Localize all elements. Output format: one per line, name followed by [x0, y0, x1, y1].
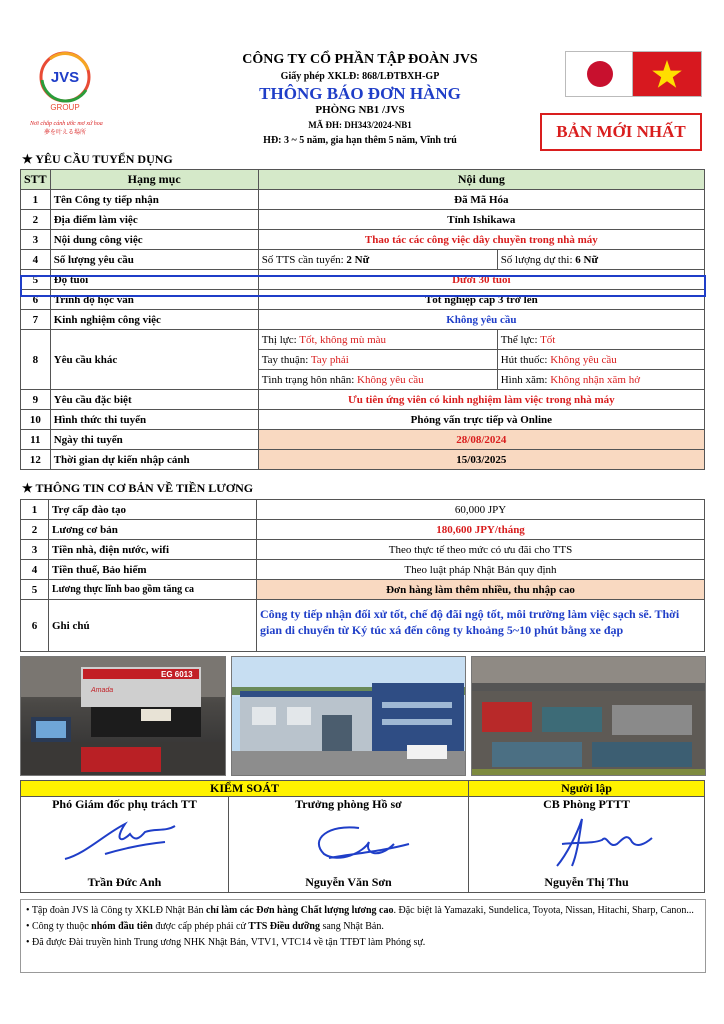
row-label: Hình thức thi tuyển	[50, 410, 258, 430]
marital-value: Không yêu cầu	[357, 373, 424, 386]
row-number: 4	[21, 250, 51, 270]
tattoo-label: Hình xăm:	[500, 373, 548, 386]
row-label: Lương thực lĩnh bao gồm tăng ca	[49, 580, 257, 600]
table-row	[21, 330, 705, 350]
machine-brand-text: Amada	[91, 687, 114, 694]
signer-name-2: Nguyễn Văn Sơn	[305, 875, 392, 889]
row-number: 7	[21, 310, 51, 330]
table-row	[21, 600, 705, 652]
license-number: Giấy phép XKLĐ: 868/LĐTBXH-GP	[280, 71, 440, 82]
row-label: Nội dung công việc	[50, 230, 258, 250]
row-number: 5	[21, 270, 51, 290]
smoking-label: Hút thuốc:	[500, 353, 548, 366]
logo-slogan-jp: 夢を叶える場所	[43, 130, 86, 136]
role-staff: CB Phòng PTTT	[469, 797, 705, 813]
table-row	[21, 520, 705, 540]
row-label: Thời gian dự kiến nhập cảnh	[50, 450, 258, 470]
table-row	[21, 430, 705, 450]
row-value: 180,600 JPY/tháng	[257, 520, 705, 540]
row-number: 5	[21, 580, 49, 600]
table-row	[21, 540, 705, 560]
row-number: 3	[21, 230, 51, 250]
row-value: Tỉnh Ishikawa	[258, 210, 704, 230]
marital-label: Tình trạng hôn nhân:	[261, 373, 355, 386]
table-row	[21, 580, 705, 600]
row-number: 8	[21, 330, 51, 390]
page-title: THÔNG BÁO ĐƠN HÀNG	[259, 84, 461, 103]
company-name: CÔNG TY CỔ PHẦN TẬP ĐOÀN JVS	[242, 52, 478, 67]
fitness-label: Thể lực:	[500, 333, 538, 346]
newest-badge: BẢN MỚI NHẤT	[540, 113, 702, 151]
exam-count-value: 6 Nữ	[575, 253, 599, 266]
handedness-label: Tay thuận:	[261, 353, 309, 366]
note-2e: sang Nhật Bản.	[319, 921, 384, 932]
signature-1-icon	[45, 814, 205, 872]
row-number: 4	[21, 560, 49, 580]
smoking	[497, 350, 704, 370]
row-number: 1	[21, 190, 51, 210]
approval-roles-row	[21, 797, 705, 813]
note-1b: chỉ làm các Đơn hàng Chất lượng lương cao	[205, 905, 394, 916]
note-1a: • Tập đoàn JVS là Công ty XKLĐ Nhật Bản	[26, 905, 206, 916]
row-number: 12	[21, 450, 51, 470]
row-label: Kinh nghiệm công việc	[50, 310, 258, 330]
trainee-count-value: 2 Nữ	[346, 253, 370, 266]
eyesight-value: Tốt, không mù màu	[299, 333, 387, 346]
row-label: Lương cơ bản	[49, 520, 257, 540]
exam-count	[497, 250, 704, 270]
row-value: 60,000 JPY	[257, 500, 705, 520]
row-label: Tên Công ty tiếp nhận	[50, 190, 258, 210]
salary-section-title: ★ THÔNG TIN CƠ BẢN VỀ TIỀN LƯƠNG	[22, 481, 254, 495]
signer-name-1: Trần Đức Anh	[87, 875, 162, 889]
row-label: Số lượng yêu cầu	[50, 250, 258, 270]
note-line-1	[26, 903, 700, 919]
role-deputy-director: Phó Giám đốc phụ trách TT	[21, 797, 229, 813]
note-2a: • Công ty thuộc	[26, 921, 92, 932]
note-1c: . Đặc biệt là Yamazaki, Sundelica, Toyota, Nissan, Hitachi, Sharp, Canon...	[393, 905, 694, 916]
handedness-value: Tay phải	[310, 353, 349, 366]
smoking-value: Không yêu cầu	[550, 353, 617, 366]
table-row	[21, 560, 705, 580]
row-label: Yêu cầu đặc biệt	[50, 390, 258, 410]
row-number: 2	[21, 210, 51, 230]
row-label: Độ tuổi	[50, 270, 258, 290]
table-row	[21, 310, 705, 330]
row-number: 6	[21, 600, 49, 652]
note-line-3: • Đã được Đài truyền hình Trung ương NHK Nhật Bản, VTV1, VTC14 về tận TTĐT làm Phóng sự.	[26, 937, 426, 948]
table-header-row	[21, 170, 705, 190]
trainee-count	[258, 250, 497, 270]
factory-building-photo	[231, 656, 466, 776]
maker-label: Người lập	[469, 781, 705, 797]
control-label: KIỂM SOÁT	[21, 781, 469, 797]
col-content: Nội dung	[258, 170, 704, 190]
row-label: Ngày thi tuyển	[50, 430, 258, 450]
trainee-count-label: Số TTS cần tuyển:	[261, 253, 344, 266]
machine-model-text: EG 6013	[161, 670, 193, 679]
row-label: Yêu cầu khác	[50, 330, 258, 390]
signature-3-icon	[507, 814, 667, 872]
eyesight-label: Thị lực:	[261, 333, 297, 346]
table-row	[21, 250, 705, 270]
factory-machine-photo	[20, 656, 226, 776]
factory-floor-photo	[471, 656, 706, 776]
row-label: Ghi chú	[49, 600, 257, 652]
row-label: Trình độ học vấn	[50, 290, 258, 310]
approval-table	[20, 780, 705, 893]
japan-flag-icon	[565, 51, 635, 97]
eyesight	[258, 330, 497, 350]
role-records-head: Trưởng phòng Hồ sơ	[229, 797, 469, 813]
table-row	[21, 450, 705, 470]
row-value: Theo thực tế theo mức có ưu đãi cho TTS	[257, 540, 705, 560]
logo-group: GROUP	[50, 103, 80, 112]
approval-signature-row	[21, 813, 705, 893]
fitness-value: Tốt	[540, 333, 556, 346]
order-code: MÃ ĐH: DH343/2024-NB1	[308, 120, 412, 130]
row-value: Đơn hàng làm thêm nhiều, thu nhập cao	[257, 580, 705, 600]
note-2d: TTS Điều dưỡng	[248, 921, 320, 932]
table-row	[21, 230, 705, 250]
row-label: Trợ cấp đào tạo	[49, 500, 257, 520]
logo-text: JVS	[50, 69, 80, 86]
row-number: 10	[21, 410, 51, 430]
row-value: Công ty tiếp nhận đối xử tốt, chế độ đãi ngộ tốt, môi trường làm việc sạch sẽ. Thời gian di chuyển từ Ký túc xá đến công ty khoảng 5~10 phút bằng xe đạp	[257, 600, 705, 652]
row-label: Tiền nhà, điện nước, wifi	[49, 540, 257, 560]
signer-name-3: Nguyễn Thị Thu	[544, 875, 629, 889]
signature-cell-1	[21, 813, 229, 893]
note-line-2	[26, 919, 700, 935]
approval-header-row	[21, 781, 705, 797]
row-number: 6	[21, 290, 51, 310]
row-value: 15/03/2025	[258, 450, 704, 470]
tattoo-value: Không nhận xăm hở	[550, 373, 641, 386]
row-number: 11	[21, 430, 51, 450]
company-logo	[30, 50, 103, 136]
row-value: Ưu tiên ứng viên có kinh nghiệm làm việc trong nhà máy	[258, 390, 704, 410]
signature-2-icon	[269, 814, 429, 872]
row-value: Dưới 30 tuổi	[258, 270, 704, 290]
age-row-highlight	[20, 275, 706, 297]
row-label: Địa điểm làm việc	[50, 210, 258, 230]
row-number: 1	[21, 500, 49, 520]
signature-cell-2	[229, 813, 469, 893]
exam-count-label: Số lượng dự thi:	[500, 253, 573, 266]
company-notes	[20, 899, 706, 973]
table-row	[21, 410, 705, 430]
row-value: Phỏng vấn trực tiếp và Online	[258, 410, 704, 430]
row-number: 2	[21, 520, 49, 540]
tattoo	[497, 370, 704, 390]
table-row	[21, 190, 705, 210]
row-value: Tốt nghiệp cấp 3 trở lên	[258, 290, 704, 310]
row-label: Tiền thuế, Bảo hiểm	[49, 560, 257, 580]
vietnam-flag-icon	[632, 51, 702, 97]
logo-slogan-vi: Nơi chắp cánh ước mơ xứ hoa	[30, 121, 103, 127]
col-stt: STT	[21, 170, 51, 190]
note-2c: được cấp phép phái cử	[152, 921, 249, 932]
row-value: Thao tác các công việc dây chuyền trong nhà máy	[258, 230, 704, 250]
row-value: 28/08/2024	[258, 430, 704, 450]
fitness	[497, 330, 704, 350]
signature-cell-3	[469, 813, 705, 893]
note-2b: nhóm đầu tiên	[91, 921, 153, 932]
col-item: Hạng mục	[50, 170, 258, 190]
table-row	[21, 210, 705, 230]
table-row	[21, 500, 705, 520]
salary-table	[20, 499, 705, 652]
row-value: Không yêu cầu	[258, 310, 704, 330]
recruit-section-title: ★ YÊU CẦU TUYỂN DỤNG	[22, 152, 173, 166]
table-row	[21, 390, 705, 410]
recruit-table	[20, 169, 705, 470]
row-value: Theo luật pháp Nhật Bản quy định	[257, 560, 705, 580]
row-number: 9	[21, 390, 51, 410]
contract-terms: HĐ: 3 ~ 5 năm, gia hạn thêm 5 năm, Vĩnh trú	[263, 135, 457, 146]
handedness	[258, 350, 497, 370]
department: PHÒNG NB1 /JVS	[315, 104, 405, 116]
row-value: Đã Mã Hóa	[258, 190, 704, 210]
row-number: 3	[21, 540, 49, 560]
marital-status	[258, 370, 497, 390]
